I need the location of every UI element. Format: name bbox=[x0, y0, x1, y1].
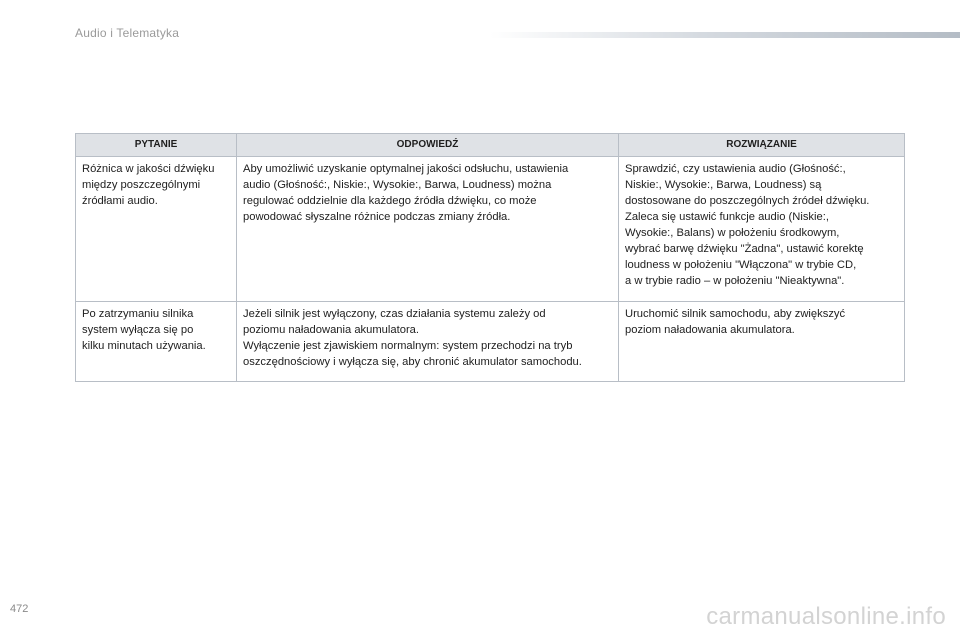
text-line: powodować słyszalne różnice podczas zmiany źródła. bbox=[243, 211, 511, 223]
text-line: Jeżeli silnik jest wyłączony, czas działania systemu zależy od bbox=[243, 308, 546, 320]
column-header-solution: ROZWIĄZANIE bbox=[619, 134, 905, 157]
troubleshooting-table bbox=[75, 133, 905, 382]
text-line: loudness w położeniu "Włączona" w trybie CD, bbox=[625, 259, 857, 271]
text-line: Różnica w jakości dźwięku bbox=[82, 163, 215, 175]
table-header-row bbox=[76, 134, 905, 157]
text-line: Po zatrzymaniu silnika bbox=[82, 308, 194, 320]
text-line: kilku minutach używania. bbox=[82, 340, 206, 352]
text-line: Wyłączenie jest zjawiskiem normalnym: system przechodzi na tryb bbox=[243, 340, 573, 352]
text-line: dostosowane do poszczególnych źródeł dźwięku. bbox=[625, 195, 870, 207]
text-line: Niskie:, Wysokie:, Barwa, Loudness) są bbox=[625, 179, 822, 191]
text-line: Wysokie:, Balans) w położeniu środkowym, bbox=[625, 227, 840, 239]
text-line: źródłami audio. bbox=[82, 195, 158, 207]
watermark: carmanualsonline.info bbox=[706, 603, 946, 630]
table-row bbox=[76, 302, 905, 382]
text-line: wybrać barwę dźwięku "Żadna", ustawić korektę bbox=[625, 243, 864, 255]
text-line: Aby umożliwić uzyskanie optymalnej jakości odsłuchu, ustawienia bbox=[243, 163, 569, 175]
text-line: regulować oddzielnie dla każdego źródła dźwięku, co może bbox=[243, 195, 537, 207]
table-row bbox=[76, 157, 905, 302]
text-line: a w trybie radio – w położeniu "Nieaktywna". bbox=[625, 275, 845, 287]
answer-cell bbox=[237, 157, 619, 302]
solution-cell bbox=[619, 302, 905, 382]
text-line: system wyłącza się po bbox=[82, 324, 194, 336]
question-cell bbox=[76, 302, 237, 382]
section-title: Audio i Telematyka bbox=[75, 26, 180, 40]
text-line: oszczędnościowy i wyłącza się, aby chronić akumulator samochodu. bbox=[243, 356, 582, 368]
question-cell bbox=[76, 157, 237, 302]
column-header-answer: ODPOWIEDŹ bbox=[237, 134, 619, 157]
solution-cell bbox=[619, 157, 905, 302]
answer-cell bbox=[237, 302, 619, 382]
text-line: Uruchomić silnik samochodu, aby zwiększyć bbox=[625, 308, 846, 320]
header-gradient-bar bbox=[490, 32, 960, 38]
text-line: poziom naładowania akumulatora. bbox=[625, 324, 795, 336]
text-line: Sprawdzić, czy ustawienia audio (Głośność:, bbox=[625, 163, 846, 175]
text-line: między poszczególnymi bbox=[82, 179, 201, 191]
page-number: 472 bbox=[10, 603, 29, 615]
text-line: poziomu naładowania akumulatora. bbox=[243, 324, 420, 336]
text-line: Zaleca się ustawić funkcje audio (Niskie:, bbox=[625, 211, 829, 223]
text-line: audio (Głośność:, Niskie:, Wysokie:, Barwa, Loudness) można bbox=[243, 179, 552, 191]
column-header-question: PYTANIE bbox=[76, 134, 237, 157]
